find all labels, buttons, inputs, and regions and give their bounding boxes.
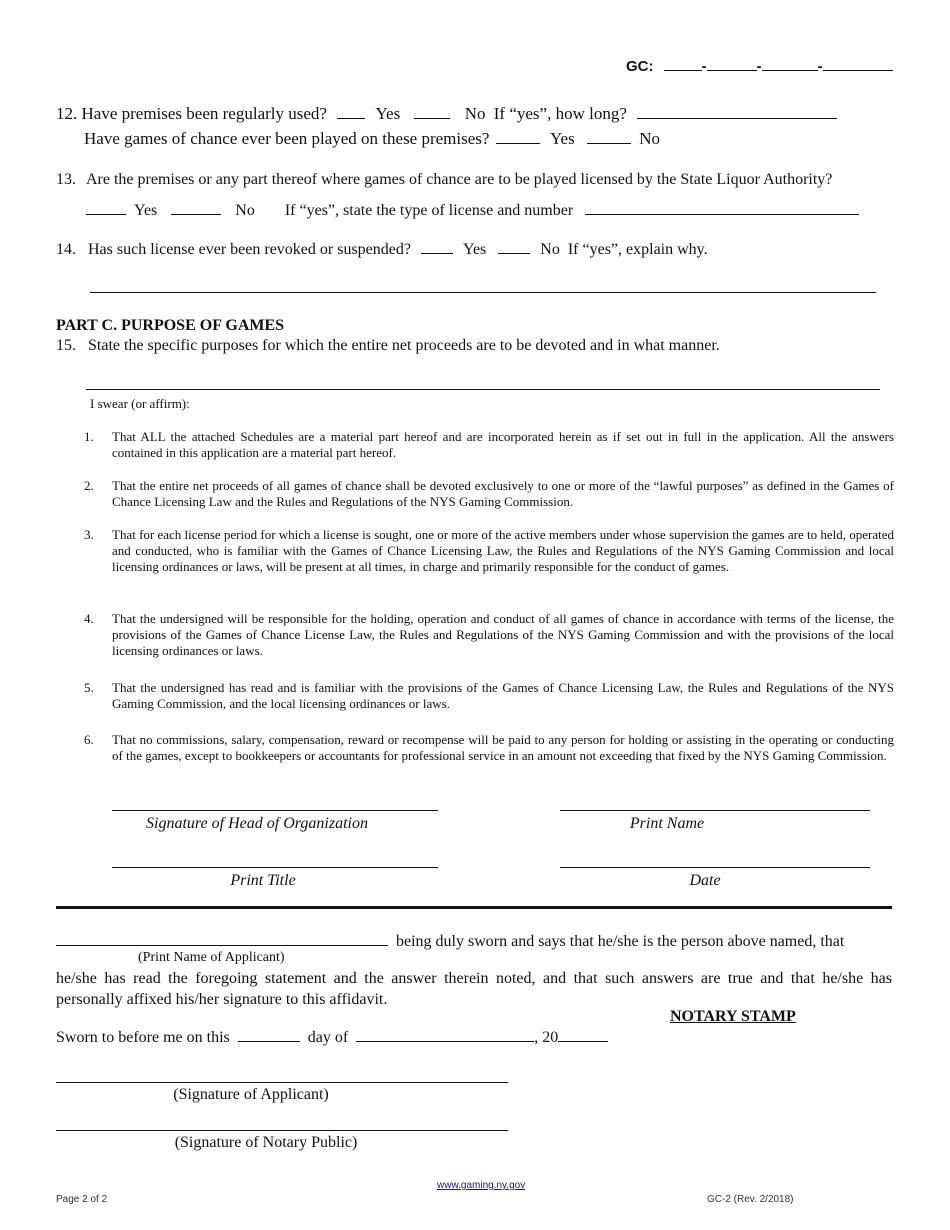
oath-item	[84, 527, 894, 575]
q13-license-blank[interactable]	[585, 200, 859, 215]
date-label: Date	[689, 872, 721, 889]
gc-blank-3[interactable]	[762, 56, 818, 71]
applicant-signature-label: (Signature of Applicant)	[173, 1086, 329, 1103]
oath-item-text: That the undersigned will be responsible for the holding, operation and conduct of all games of chance in accordance with terms of the license, the provisions of the Games of Chance License Law, the Rules and Regulations of the NYS Gaming Commission and with the provisions of the local licensing ordinances or laws.	[112, 611, 894, 658]
q14-yes-blank[interactable]	[421, 239, 453, 254]
q12-if-yes-label: If “yes”, how long?	[493, 104, 627, 123]
gc-blank-2[interactable]	[707, 56, 757, 71]
oath-item	[84, 732, 894, 764]
q12-used-yes-blank[interactable]	[337, 104, 365, 119]
question-13-text: Are the premises or any part thereof where games of chance are to be played licensed by the State Liquor Authority?	[86, 171, 833, 188]
question-12-number: 12.	[56, 104, 78, 123]
gaming-website-link[interactable]: www.gaming.ny.gov	[437, 1180, 526, 1191]
question-13	[56, 171, 832, 189]
applicant-name-blank[interactable]	[56, 931, 388, 946]
question-12-line-1	[56, 104, 837, 124]
question-13-answers	[86, 200, 859, 220]
gc-blank-1[interactable]	[664, 56, 702, 71]
affidavit-body: he/she has read the foregoing statement and the answer therein noted, and that such answers are true and that he/she has personally affixed his/her signature to this affidavit.	[56, 970, 892, 1008]
print-title-label: Print Title	[230, 872, 296, 889]
oath-item	[84, 478, 894, 510]
day-of-text: day of	[307, 1029, 349, 1046]
question-12-text: Have premises been regularly used?	[81, 104, 327, 123]
print-name-line[interactable]	[560, 810, 870, 811]
oath-item-number: 1.	[84, 429, 94, 444]
gc-number-field: GC: - - -	[626, 56, 893, 75]
q13-no-blank[interactable]	[171, 200, 221, 215]
q15-purpose-line[interactable]	[86, 389, 880, 390]
oath-item-text: That for each license period for which a license is sought, one or more of the active members under whose supervision the games are to held, operated and conducted, who is familiar with the Games of Chance Licensing Law, the Rules and Regulations of the NYS Gaming Commission and local licensing ordinances or laws, will be present at all times, in charge and primarily responsible for the conduct of games.	[112, 527, 894, 574]
question-15-number: 15.	[56, 337, 76, 354]
q12-played-no-label: No	[639, 129, 660, 148]
question-15	[56, 337, 720, 355]
question-14-text: Has such license ever been revoked or suspended?	[88, 241, 411, 258]
head-signature-label: Signature of Head of Organization	[146, 815, 368, 832]
q13-if-yes-label: If “yes”, state the type of license and number	[284, 202, 574, 219]
year-prefix-text: , 20	[534, 1029, 559, 1046]
section-divider	[56, 906, 892, 909]
q12-played-yes-blank[interactable]	[496, 129, 540, 144]
oath-item-text: That ALL the attached Schedules are a material part hereof and are incorporated herein as if set out in full in the application. All the answers contained in this application are a material part hereof.	[112, 429, 894, 460]
oath-item-number: 5.	[84, 680, 94, 695]
sworn-day-blank[interactable]	[238, 1027, 300, 1042]
oath-item-text: That the entire net proceeds of all games of chance shall be devoted exclusively to one or more of the “lawful purposes” as defined in the Games of Chance Licensing Law and the Rules and Regulations of the NYS Gaming Commission.	[112, 478, 894, 509]
q14-no-label: No	[540, 241, 560, 258]
q12-played-yes-label: Yes	[549, 129, 575, 148]
print-title-line[interactable]	[112, 867, 438, 868]
q13-yes-label: Yes	[134, 202, 158, 219]
oath-item-number: 6.	[84, 732, 94, 747]
oath-item-number: 4.	[84, 611, 94, 626]
sworn-year-blank[interactable]	[558, 1027, 608, 1042]
question-12-line-2	[84, 129, 660, 149]
sworn-before-text: Sworn to before me on this	[56, 1029, 230, 1046]
q12-how-long-blank[interactable]	[637, 104, 837, 119]
oath-item-text: That the undersigned has read and is familiar with the provisions of the Games of Chance Licensing Law, the Rules and Regulations of the NYS Gaming Commission, and the local licensing ordinances or laws.	[112, 680, 894, 711]
oath-item-number: 2.	[84, 478, 94, 493]
q14-yes-label: Yes	[462, 241, 487, 258]
q13-no-label: No	[235, 202, 255, 219]
gc-label: GC:	[626, 58, 654, 75]
q13-yes-blank[interactable]	[86, 200, 126, 215]
notary-signature-line[interactable]	[56, 1130, 508, 1131]
oath-item-number: 3.	[84, 527, 94, 542]
sworn-month-blank[interactable]	[356, 1027, 534, 1042]
affidavit-sworn-text: being duly sworn and says that he/she is the person above named, that	[396, 933, 845, 950]
part-c-heading: PART C. PURPOSE OF GAMES	[56, 317, 285, 334]
page-number: Page 2 of 2	[56, 1194, 108, 1205]
question-13-number: 13.	[56, 171, 76, 188]
print-name-applicant-label: (Print Name of Applicant)	[138, 950, 285, 965]
notary-stamp-label: NOTARY STAMP	[670, 1008, 796, 1025]
q14-explain-line[interactable]	[90, 292, 876, 293]
oath-intro: I swear (or affirm):	[90, 396, 190, 411]
question-14-number: 14.	[56, 241, 76, 258]
oath-item	[84, 680, 894, 712]
q14-if-yes-label: If “yes”, explain why.	[567, 241, 708, 258]
question-15-text: State the specific purposes for which the entire net proceeds are to be devoted and in what manner.	[88, 337, 720, 354]
notary-signature-label: (Signature of Notary Public)	[174, 1134, 358, 1151]
oath-item	[84, 611, 894, 659]
q12-yes-label: Yes	[375, 104, 401, 123]
sworn-before-line	[56, 1027, 608, 1047]
applicant-signature-line[interactable]	[56, 1082, 508, 1083]
q12-no-label: No	[464, 104, 486, 123]
oath-item-text: That no commissions, salary, compensation, reward or recompense will be paid to any person for holding or assisting in the operating or conducting of the games, except to bookkeepers or accountants for professional service in an amount not exceeding that fixed by the NYS Gaming Commission.	[112, 732, 894, 763]
q12-played-no-blank[interactable]	[587, 129, 631, 144]
head-signature-line[interactable]	[112, 810, 438, 811]
print-name-label: Print Name	[629, 815, 705, 832]
gc-blank-4[interactable]	[823, 56, 893, 71]
oath-item	[84, 429, 894, 461]
form-revision-id: GC-2 (Rev. 2/2018)	[707, 1194, 794, 1205]
q14-no-blank[interactable]	[498, 239, 530, 254]
q12-used-no-blank[interactable]	[414, 104, 450, 119]
question-14	[56, 239, 708, 259]
affidavit-sworn-line	[56, 931, 844, 951]
question-12-line2-text: Have games of chance ever been played on these premises?	[84, 129, 490, 148]
date-line[interactable]	[560, 867, 870, 868]
